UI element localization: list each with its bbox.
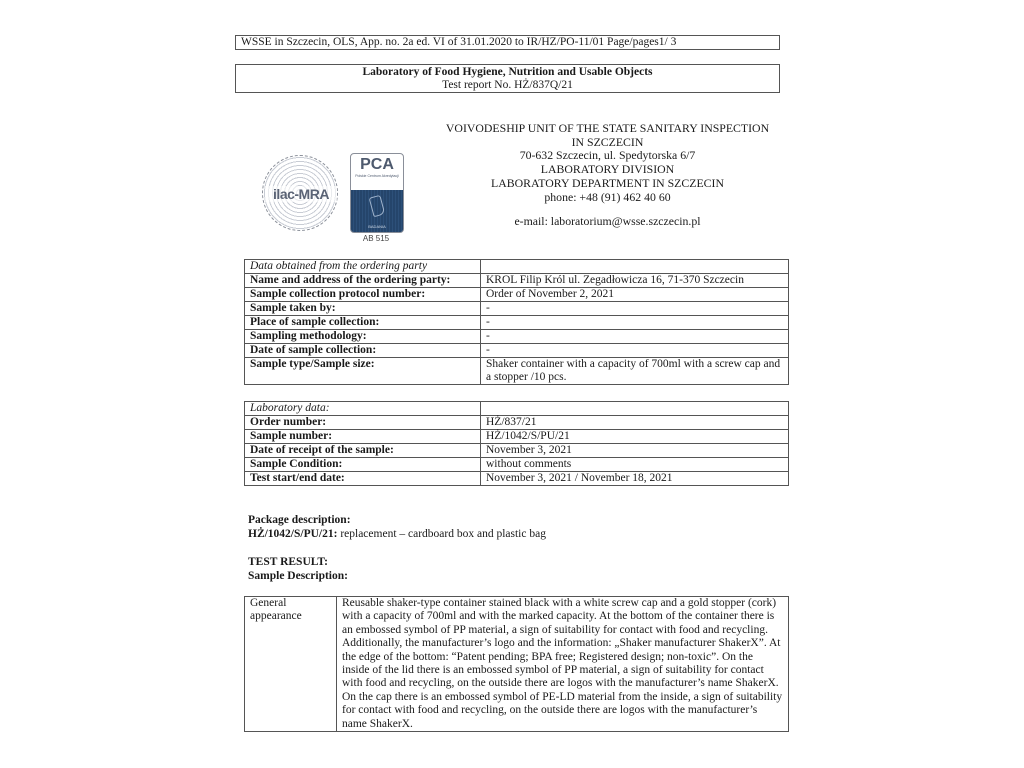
table-row <box>245 430 789 444</box>
lab-name: Laboratory of Food Hygiene, Nutrition and Usable Objects <box>362 66 653 78</box>
sample-description-table <box>244 596 789 732</box>
accreditation-number: AB 515 <box>362 234 390 243</box>
row-label: Sample number: <box>245 430 481 444</box>
row-value: November 3, 2021 / November 18, 2021 <box>481 472 789 486</box>
table-header-row <box>245 402 789 416</box>
row-label: Sample collection protocol number: <box>245 288 481 302</box>
table-row <box>245 458 789 472</box>
table-heading: Data obtained from the ordering party <box>245 260 481 274</box>
pca-logo <box>350 153 404 233</box>
row-label: Sample Condition: <box>245 458 481 472</box>
row-label: Date of receipt of the sample: <box>245 444 481 458</box>
row-label: Sample taken by: <box>245 302 481 316</box>
row-value: Order of November 2, 2021 <box>481 288 789 302</box>
institution-block <box>420 122 795 229</box>
row-label: Name and address of the ordering party: <box>245 274 481 288</box>
table-row <box>245 416 789 430</box>
document-reference-line: WSSE in Szczecin, OLS, App. no. 2a ed. VI of 31.01.2020 to IR/HZ/PO-11/01 Page/pages1/ 3 <box>235 35 780 50</box>
accreditation-logos <box>262 150 412 250</box>
row-value: without comments <box>481 458 789 472</box>
row-value: HŻ/837/21 <box>481 416 789 430</box>
package-line <box>248 528 546 542</box>
sample-description-heading: Sample Description: <box>248 569 348 582</box>
institution-division: LABORATORY DIVISION <box>540 162 675 177</box>
table-heading: Laboratory data: <box>245 402 481 416</box>
institution-department: LABORATORY DEPARTMENT IN SZCZECIN <box>491 175 724 190</box>
pca-label: BADANIA <box>368 224 386 229</box>
row-label: Test start/end date: <box>245 472 481 486</box>
row-label: Sample type/Sample size: <box>245 358 481 385</box>
institution-name: VOIVODESHIP UNIT OF THE STATE SANITARY INSPECTION <box>445 121 770 135</box>
row-value: - <box>481 344 789 358</box>
laboratory-data-table <box>244 401 789 486</box>
ordering-party-table <box>244 259 789 385</box>
ilac-mra-text: ilac-MRA <box>265 186 337 202</box>
table-row <box>245 330 789 344</box>
table-row <box>245 274 789 288</box>
table-header-row <box>245 260 789 274</box>
empty-cell <box>481 260 789 274</box>
table-row <box>245 358 789 385</box>
empty-cell <box>481 402 789 416</box>
institution-address: 70-632 Szczecin, ul. Spedytorska 6/7 <box>519 148 696 163</box>
row-value: November 3, 2021 <box>481 444 789 458</box>
row-value: KROL Filip Król ul. Zegadłowicza 16, 71-370 Szczecin <box>481 274 789 288</box>
row-value: - <box>481 302 789 316</box>
ilac-mra-logo <box>262 155 338 231</box>
row-label: Sampling methodology: <box>245 330 481 344</box>
pca-subtitle: Polskie Centrum Akredytacji <box>355 174 399 178</box>
general-appearance-label: General appearance <box>245 597 337 732</box>
table-row <box>245 302 789 316</box>
general-appearance-text: Reusable shaker-type container stained black with a white screw cap and a gold stopper (cork) with a capacity of 700ml and with the marked capacity. At the bottom of the container there is an embossed symbol of PP material, a sign of suitability for contact with food and recycling. Additionally, the manufacturer’s logo and the information: „Shaker manufacturer ShakerX”. At the edge of the bottom: “Patent pending; BPA free; Registered design; non-toxic”. On the inside of the lid there is an embossed symbol of PP material, a sign of suitability for contact with food and recycling, on the outside there are logos with the manufacturer’s name ShakerX. On the cap there is an embossed symbol of PE-LD material from the inside, a sign of suitability for contact with food and recycling, on the outside there are logos with the manufacturer’s name ShakerX. <box>337 597 789 732</box>
report-number: Test report No. HŻ/837Q/21 <box>442 79 573 91</box>
table-row <box>245 344 789 358</box>
table-row <box>245 316 789 330</box>
flask-icon <box>369 195 386 217</box>
table-row <box>245 597 789 732</box>
package-text: replacement – cardboard box and plastic bag <box>337 527 546 540</box>
institution-city: IN SZCZECIN <box>571 134 644 149</box>
pca-title: PCA <box>360 156 394 173</box>
institution-email: e-mail: laboratorium@wsse.szczecin.pl <box>514 214 701 229</box>
table-row <box>245 472 789 486</box>
package-description <box>248 514 546 541</box>
test-result-section <box>248 556 348 583</box>
table-row <box>245 444 789 458</box>
package-heading: Package description: <box>248 514 351 526</box>
row-label: Order number: <box>245 416 481 430</box>
row-label: Date of sample collection: <box>245 344 481 358</box>
row-value: - <box>481 316 789 330</box>
package-sample-id: HŻ/1042/S/PU/21: <box>248 527 338 540</box>
table-row <box>245 288 789 302</box>
row-value: Shaker container with a capacity of 700ml with a screw cap and a stopper /10 pcs. <box>481 358 789 385</box>
report-title-box <box>235 64 780 93</box>
institution-phone: phone: +48 (91) 462 40 60 <box>544 189 671 204</box>
row-value: - <box>481 330 789 344</box>
test-result-heading: TEST RESULT: <box>248 556 329 568</box>
row-value: HŻ/1042/S/PU/21 <box>481 430 789 444</box>
row-label: Place of sample collection: <box>245 316 481 330</box>
